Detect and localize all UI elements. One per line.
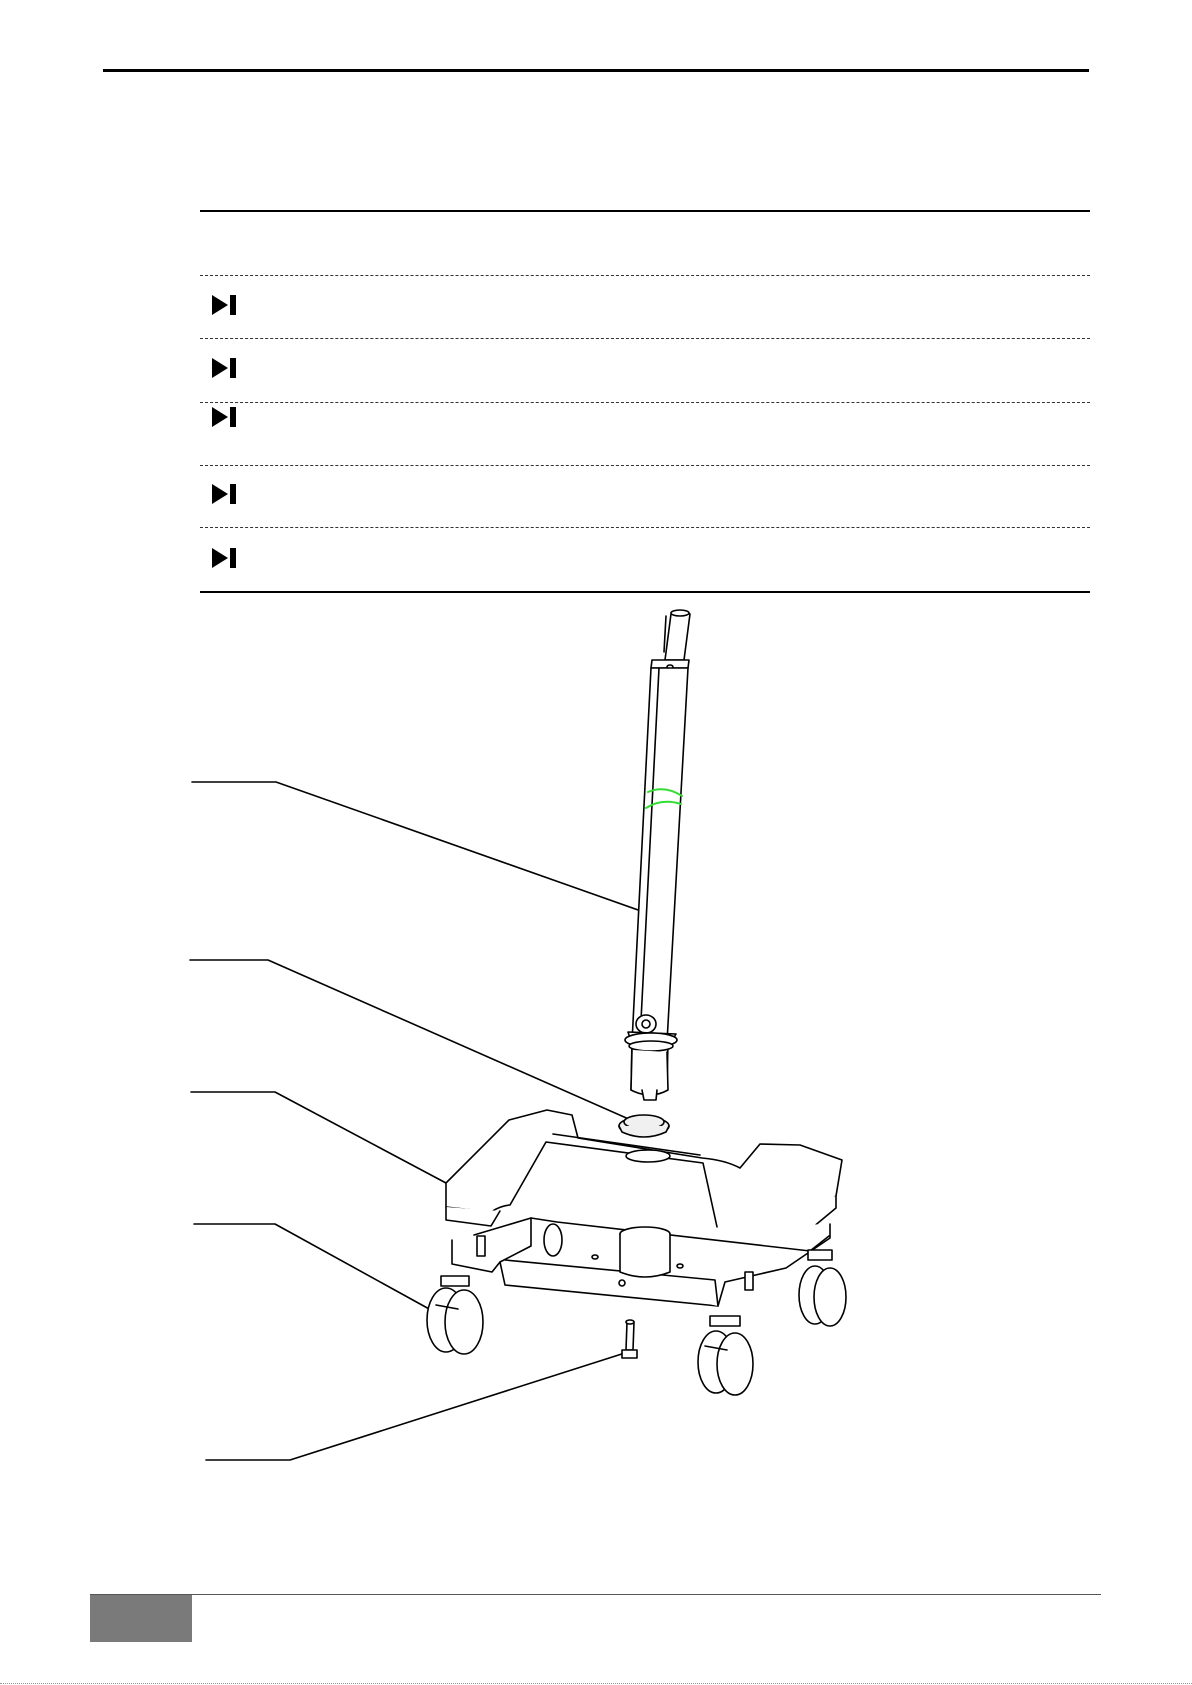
- caster-left-rear: [544, 1224, 562, 1256]
- caster-right-front: [698, 1316, 753, 1395]
- caster-left-front: [427, 1276, 483, 1354]
- page-number-tab: [90, 1595, 192, 1642]
- callout-leader-bolt: [206, 1352, 628, 1460]
- telescopic-pole: [625, 610, 690, 1100]
- footer-rule: [90, 1594, 1101, 1595]
- base-frame: [452, 1218, 830, 1306]
- pole-cap: [619, 1115, 669, 1137]
- page-edge: [0, 1683, 1192, 1684]
- callout-leader-cover: [191, 1092, 446, 1183]
- mounting-bolt: [622, 1320, 637, 1358]
- callout-leader-pole: [192, 782, 658, 917]
- caster-right-rear: [799, 1250, 846, 1326]
- callout-leader-cap: [190, 960, 640, 1124]
- callout-leader-caster: [194, 1224, 431, 1310]
